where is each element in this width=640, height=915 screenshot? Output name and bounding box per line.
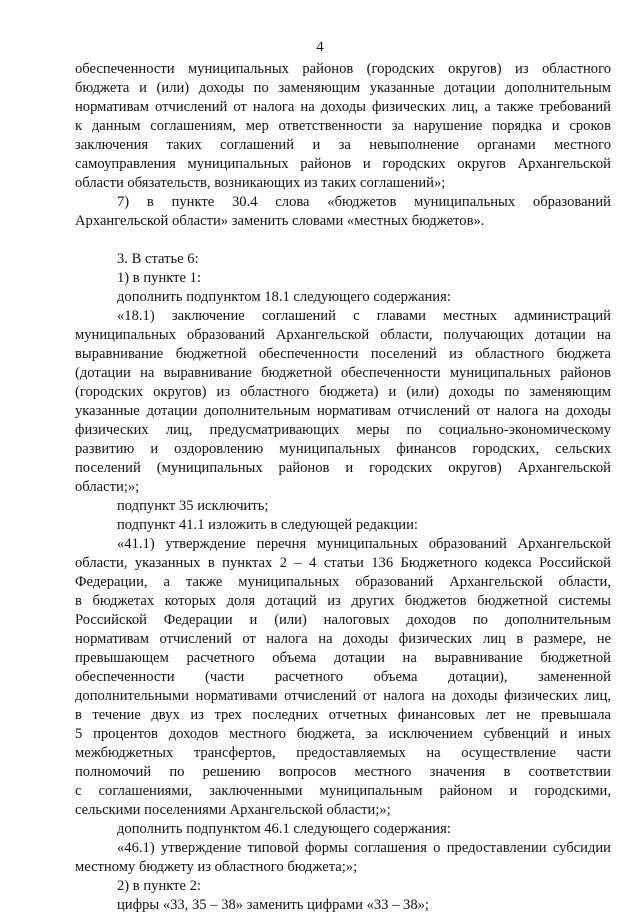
text-line: обеспеченности (части расчетного объема дотации), замененной (75, 669, 611, 685)
text-line: нормативам отчислений от налога на доходы физических лиц, а также требований (75, 99, 611, 115)
text-line: области, указанных в пунктах 2 – 4 статьи 136 Бюджетного кодекса Российской (75, 555, 611, 571)
text-line: «46.1) утверждение типовой формы соглашения о предоставлении субсидии (117, 840, 611, 856)
text-line: Архангельской области» заменить словами «местных бюджетов». (75, 213, 485, 229)
paragraph-gap (75, 231, 611, 250)
text-line: дополнить подпунктом 46.1 следующего содержания: (117, 821, 451, 837)
text-line: 5 процентов доходов местного бюджета, за исключением субвенций и иных (75, 726, 611, 742)
text-line: Федерации, а также муниципальных образований Архангельской области, (75, 574, 611, 590)
text-line: (дотации на выравнивание бюджетной обеспеченности муниципальных районов (75, 365, 611, 381)
text-line: к данным соглашениям, мер ответственности за нарушение порядка и сроков (75, 118, 611, 134)
text-line: «18.1) заключение соглашений с главами местных администраций (117, 308, 611, 324)
text-line: 3. В статье 6: (117, 251, 199, 267)
text-line: «41.1) утверждение перечня муниципальных образований Архангельской (117, 536, 611, 552)
text-line: муниципальных образований Архангельской области, получающих дотации на (75, 327, 611, 343)
text-line: поселений (муниципальных районов и городских округов) Архангельской (75, 460, 611, 476)
text-line: полномочий по решению вопросов местного значения в соответствии (75, 764, 611, 780)
text-line: выравнивание бюджетной обеспеченности поселений из областного бюджета (75, 346, 611, 362)
text-line: цифры «33, 35 – 38» заменить цифрами «33 – 38»; (117, 897, 429, 913)
text-line: (городских округов) из областного бюджета) и (или) доходы по заменяющим (75, 384, 611, 400)
text-line: бюджета и (или) доходы по заменяющим указанные дотации дополнительным (75, 80, 611, 96)
text-line: дополнительными нормативами отчислений от налога на доходы физических лиц, (75, 688, 611, 704)
text-line: физических лиц, предусматривающих меры по социально-экономическому (75, 422, 611, 438)
text-line: межбюджетных трансфертов, предоставляемых на осуществление части (75, 745, 611, 761)
text-line: в бюджетах которых доля дотаций из других бюджетов бюджетной системы (75, 593, 611, 609)
text-line: с соглашениями, заключенными муниципальным районом и городскими, (75, 783, 611, 799)
text-line: обеспеченности муниципальных районов (городских округов) из областного (75, 61, 611, 77)
page-number: 4 (316, 39, 324, 55)
text-line: превышающем расчетного объема дотации на выравнивание бюджетной (75, 650, 611, 666)
text-line: области;»; (75, 479, 140, 495)
text-line: 1) в пункте 1: (117, 270, 202, 286)
text-line: области обязательств, возникающих из таких соглашений»; (75, 175, 446, 191)
text-line: 7) в пункте 30.4 слова «бюджетов муниципальных образований (117, 194, 611, 210)
text-line: Российской Федерации и (или) налоговых доходов по дополнительным (75, 612, 611, 628)
text-line: сельскими поселениями Архангельской области;»; (75, 802, 391, 818)
text-line: указанные дотации дополнительным нормативам отчислений от налога на доходы (75, 403, 611, 419)
text-line: нормативам отчислений от налога на доходы физических лиц в размере, не (75, 631, 611, 647)
text-line: дополнить подпунктом 18.1 следующего содержания: (117, 289, 451, 305)
text-line: в течение двух из трех последних отчетных финансовых лет не превышала (75, 707, 611, 723)
text-line: подпункт 41.1 изложить в следующей редакции: (117, 517, 418, 533)
text-line: подпункт 35 исключить; (117, 498, 269, 514)
document-body (75, 60, 611, 915)
text-line: развитию и оздоровлению муниципальных финансов городских, сельских (75, 441, 611, 457)
text-line: заключения таких соглашений и за невыполнение органами местного (75, 137, 611, 153)
text-line: 2) в пункте 2: (117, 878, 202, 894)
text-line: местному бюджету из областного бюджета;»; (75, 859, 358, 875)
text-line: самоуправления муниципальных районов и городских округов Архангельской (75, 156, 611, 172)
